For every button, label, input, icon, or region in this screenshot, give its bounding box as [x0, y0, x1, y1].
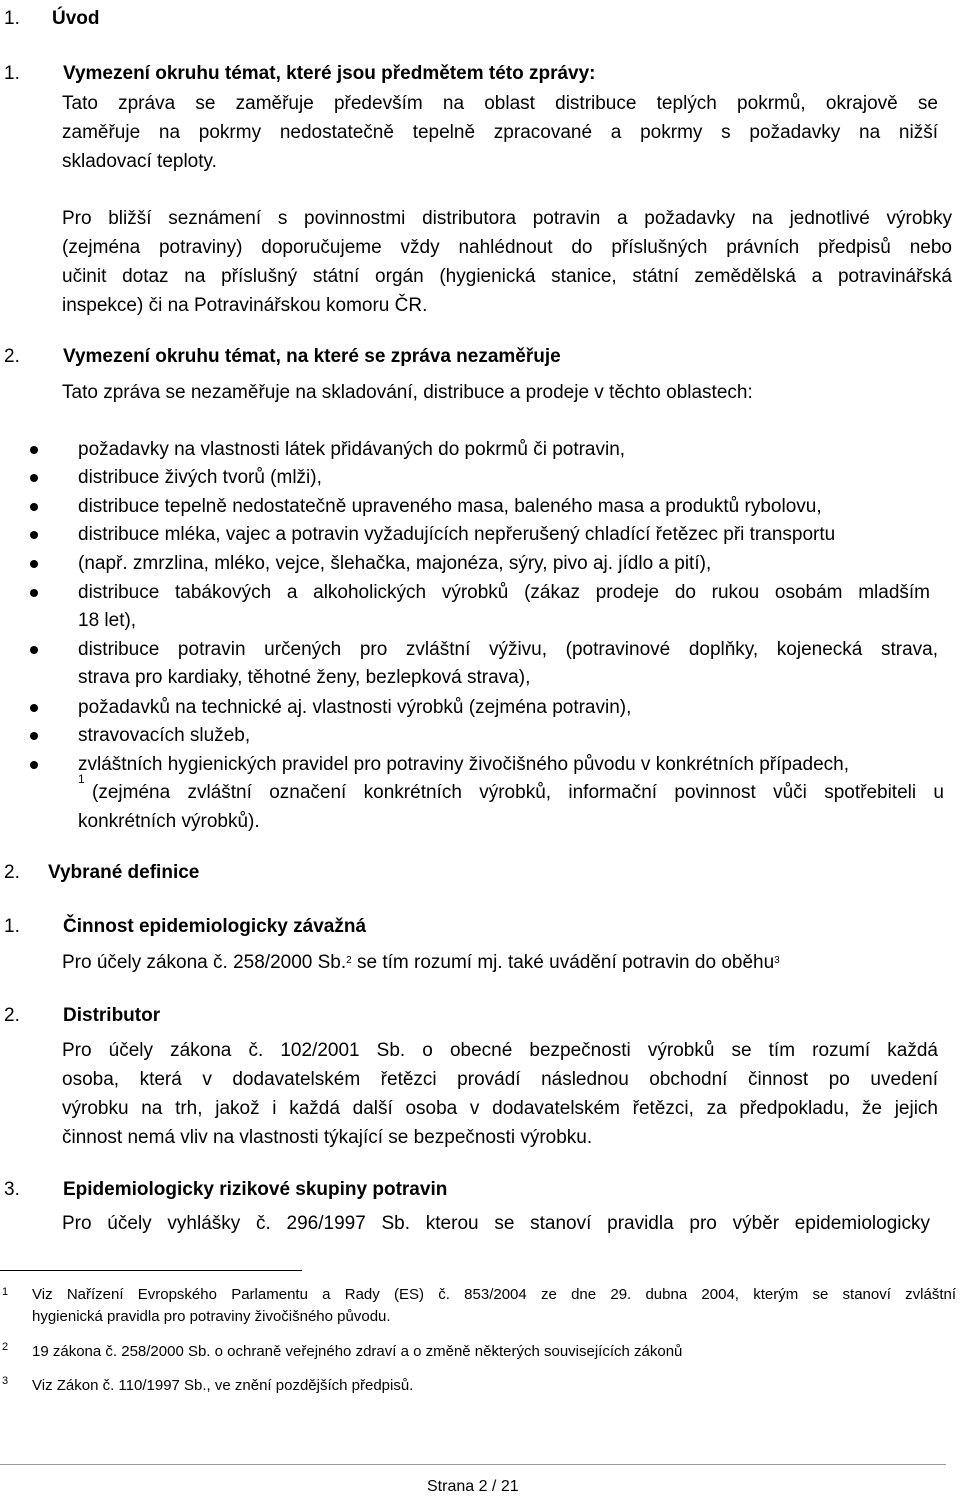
page-number: Strana 2 / 21 [427, 1478, 519, 1495]
section2-continuation: (zejména zvláštní označení konkrétních výrobků, informační povinnost vůči spotřebiteli u [92, 782, 944, 803]
bullet-icon [30, 761, 38, 769]
section1-title: Vymezení okruhu témat, které jsou předmětem této zprávy: [63, 63, 596, 84]
footnote-number: 3 [2, 1375, 9, 1387]
section2-title: Vymezení okruhu témat, na které se zpráva nezaměřuje [63, 346, 561, 367]
list-item: distribuce potravin určených pro zvláštní výživu, (potravinové doplňky, kojenecká strava, [78, 639, 938, 660]
text-line: výrobku na trh, jakož i každá další osoba v dodavatelském řetězci, za předpokladu, že jejich [62, 1098, 938, 1119]
section1-paragraph-2 [62, 204, 952, 320]
heading-definice-number: 2. [4, 862, 20, 883]
footnote-separator [0, 1270, 302, 1271]
heading-uvod: Úvod [52, 8, 100, 29]
text-line: Pro účely zákona č. 102/2001 Sb. o obecné bezpečnosti výrobků se tím rozumí každá [62, 1040, 938, 1061]
bullet-icon [30, 503, 38, 511]
def1-number: 1. [4, 916, 20, 937]
def2-title: Distributor [63, 1005, 161, 1026]
list-item: distribuce tabákových a alkoholických výrobků (zákaz prodeje do rukou osobám mladším [78, 582, 930, 603]
list-item: distribuce mléka, vajec a potravin vyžadujících nepřerušený chladící řetězec při transportu [78, 524, 836, 545]
footer-separator [0, 1464, 946, 1465]
list-item: požadavky na vlastnosti látek přidávaných do pokrmů či potravin, [78, 439, 626, 460]
footnote-number: 1 [2, 1286, 9, 1298]
list-item: zvláštních hygienických pravidel pro potraviny živočišného původu v konkrétních případech, [78, 754, 849, 775]
section2-number: 2. [4, 346, 20, 367]
text-line: Pro bližší seznámení s povinnostmi distributora potravin a požadavky na jednotlivé výrobky [62, 208, 952, 229]
def3-number: 3. [4, 1179, 20, 1200]
footnote-ref-1: 1 [78, 772, 85, 786]
def2-paragraph [62, 1036, 938, 1152]
text-line: učinit dotaz na příslušný státní orgán (hygienická stanice, státní zemědělská a potravinářská [62, 266, 952, 287]
section1-paragraph [62, 89, 938, 176]
bullet-icon [30, 474, 38, 482]
text-line: (zejména potraviny) doporučujeme vždy nahlédnout do příslušných právních předpisů nebo [62, 237, 952, 258]
list-item: (např. zmrzlina, mléko, vejce, šlehačka, majonéza, sýry, pivo aj. jídlo a pití), [78, 553, 712, 574]
section1-number: 1. [4, 63, 20, 84]
footnote-1 [32, 1284, 956, 1328]
bullet-icon [30, 589, 38, 597]
heading-uvod-number: 1. [4, 8, 20, 29]
def2-number: 2. [4, 1005, 20, 1026]
bullet-icon [30, 560, 38, 568]
text-line: osoba, která v dodavatelském řetězci provádí následnou obchodní činnost po uvedení [62, 1069, 938, 1090]
list-item-continuation: strava pro kardiaky, těhotné ženy, bezlepková strava), [78, 667, 531, 688]
bullet-icon [30, 531, 38, 539]
def1-title: Činnost epidemiologicky závažná [63, 916, 367, 937]
def1-text-a: Pro účely zákona č. 258/2000 Sb. [62, 952, 347, 973]
footnote-3: Viz Zákon č. 110/1997 Sb., ve znění pozdějších předpisů. [32, 1377, 414, 1394]
footnote-number: 2 [2, 1341, 9, 1353]
def3-text: Pro účely vyhlášky č. 296/1997 Sb. kterou se stanoví pravidla pro výběr epidemiologicky [62, 1213, 930, 1234]
section2-intro: Tato zpráva se nezaměřuje na skladování, distribuce a prodeje v těchto oblastech: [62, 382, 753, 403]
heading-definice: Vybrané definice [48, 862, 200, 883]
bullet-icon [30, 732, 38, 740]
bullet-icon [30, 704, 38, 712]
footnote-ref-3: 3 [774, 955, 780, 966]
footnote-line: hygienická pravidla pro potraviny živočišného původu. [32, 1308, 391, 1325]
list-item-continuation: 18 let), [78, 610, 137, 631]
text-line: skladovací teploty. [62, 151, 217, 172]
text-line: inspekce) či na Potravinářskou komoru ČR. [62, 295, 428, 316]
list-item: distribuce tepelně nedostatečně upraveného masa, baleného masa a produktů rybolovu, [78, 496, 822, 517]
text-line: zaměřuje na pokrmy nedostatečně tepelně zpracované a pokrmy s požadavky na nižší [62, 122, 938, 143]
def3-title: Epidemiologicky rizikové skupiny potravin [63, 1179, 448, 1200]
def1-text [62, 948, 780, 977]
footnote-2: 19 zákona č. 258/2000 Sb. o ochraně veřejného zdraví a o změně některých souvisejících zákonů [32, 1343, 683, 1360]
footnote-ref-2: 2 [346, 955, 352, 966]
list-item: požadavků na technické aj. vlastnosti výrobků (zejména potravin), [78, 697, 632, 718]
section2-continuation-2: konkrétních výrobků). [78, 811, 260, 832]
bullet-icon [30, 446, 38, 454]
list-item: stravovacích služeb, [78, 725, 251, 746]
footnote-line: Viz Nařízení Evropského Parlamentu a Rady (ES) č. 853/2004 ze dne 29. dubna 2004, kterým se stanoví zvláštní [32, 1286, 956, 1303]
def1-text-b: se tím rozumí mj. také uvádění potravin do oběhu [351, 952, 775, 973]
text-line: činnost nemá vliv na vlastnosti týkající se bezpečnosti výrobku. [62, 1127, 593, 1148]
list-item: distribuce živých tvorů (mlži), [78, 467, 322, 488]
text-line: Tato zpráva se zaměřuje především na oblast distribuce teplých pokrmů, okrajově se [62, 93, 938, 114]
bullet-icon [30, 646, 38, 654]
